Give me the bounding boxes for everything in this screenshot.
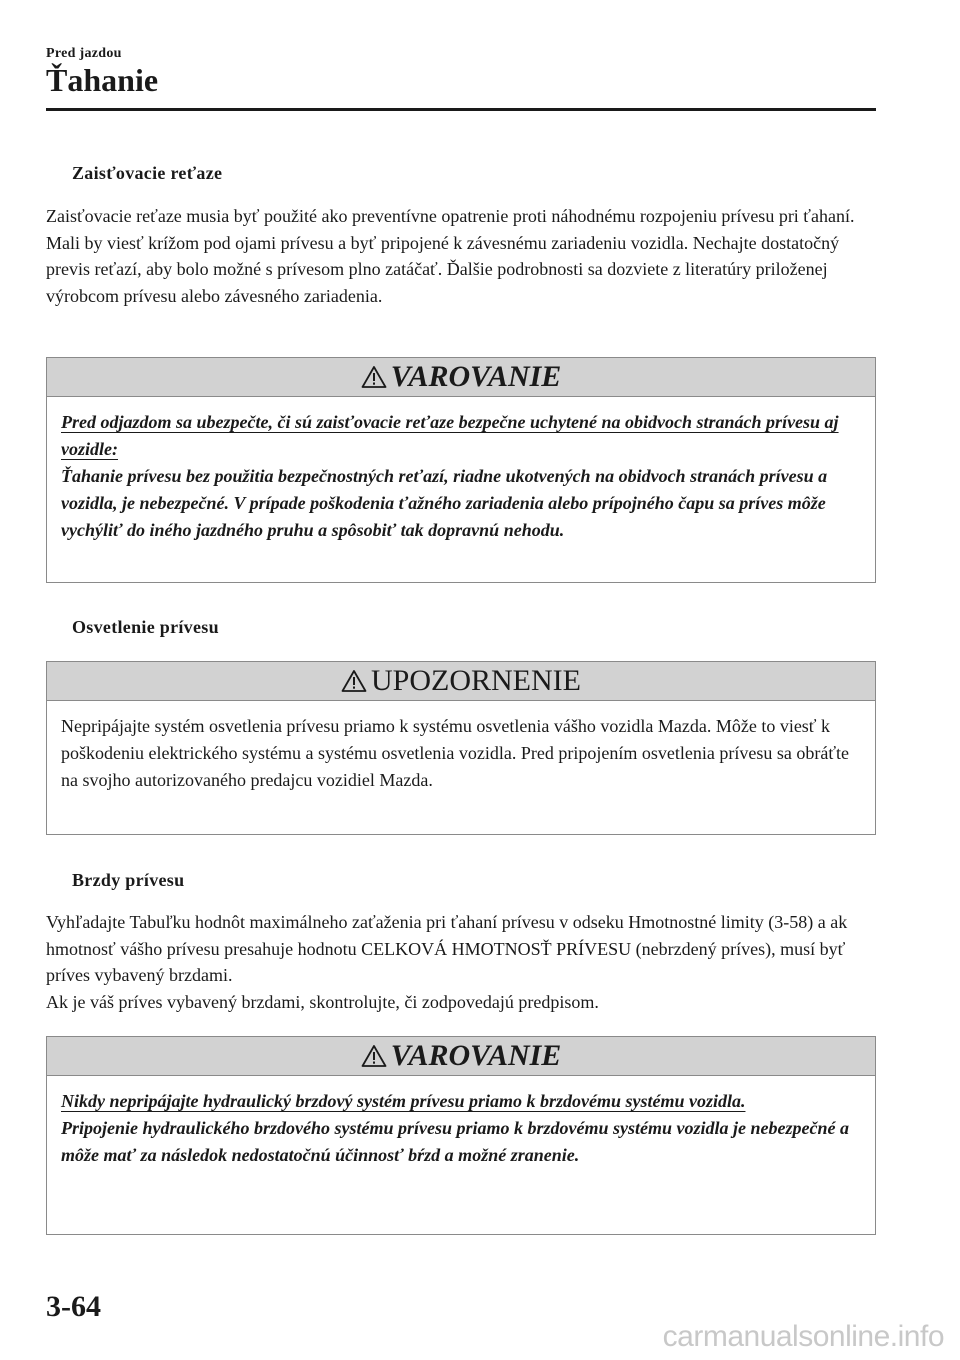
page-number: 3-64 — [46, 1290, 101, 1323]
warning-header — [47, 1037, 875, 1076]
paragraph-text: Ak je váš príves vybavený brzdami, skontrolujte, či zodpovedajú predpisom. — [46, 991, 599, 1012]
warning-triangle-icon — [361, 1044, 387, 1068]
paragraph-safety-chains — [46, 203, 876, 309]
paragraph-trailer-brakes — [46, 909, 876, 1015]
warning-box-brakes — [46, 1036, 876, 1235]
warning-header — [47, 358, 875, 397]
page-title: Ťahanie — [46, 62, 159, 98]
caution-text: Nepripájajte systém osvetlenia prívesu priamo k systému osvetlenia vášho vozidla Mazda. Môže to viesť k poškodeniu elektrického systému a systému osvetlenia vozidla. Pred pripojením osvetlenia prívesu sa obráťte na svojho autorizovaného predajcu vozidiel Mazda. — [61, 716, 850, 790]
caution-box-lights — [46, 661, 876, 835]
warning-title: VAROVANIE — [390, 360, 562, 393]
watermark: carmanualsonline.info — [662, 1320, 944, 1353]
caution-header — [47, 662, 875, 701]
warning-body — [47, 1076, 875, 1181]
header-divider — [46, 108, 876, 111]
warning-triangle-icon — [361, 365, 387, 389]
section-label: Pred jazdou — [46, 46, 122, 61]
warning-lead: Pred odjazdom sa ubezpečte, či sú zaisťovacie reťaze bezpečne uchytené na obidvoch stranách prívesu aj vozidle: — [61, 412, 839, 459]
warning-title: VAROVANIE — [390, 1039, 562, 1072]
caution-body — [47, 701, 875, 806]
caution-title: UPOZORNENIE — [371, 664, 581, 697]
warning-text: Pripojenie hydraulického brzdového systému prívesu priamo k brzdovému systému vozidla je nebezpečné a môže mať za následok nedostatočnú účinnosť bŕzd a možné zranenie. — [61, 1118, 849, 1165]
paragraph-text: Zaisťovacie reťaze musia byť použité ako preventívne opatrenie proti náhodnému rozpojeniu prívesu pri ťahaní. Mali by viesť krížom pod ojami prívesu a byť pripojené k závesnému zariadeniu vozidla. Nechajte dostatočný previs reťazí, aby bolo možné s prívesom plno zatáčať. Ďalšie podrobnosti sa dozviete z literatúry priloženej výrobcom prívesu alebo závesného zariadenia. — [46, 206, 855, 306]
warning-body — [47, 397, 875, 556]
warning-text: Ťahanie prívesu bez použitia bezpečnostných reťazí, riadne ukotvených na obidvoch stranách prívesu a vozidla, je nebezpečné. V prípade poškodenia ťažného zariadenia alebo prípojného čapu sa príves môže vychýliť do iného jazdného pruhu a spôsobiť tak dopravnú nehodu. — [61, 466, 828, 540]
heading-safety-chains: Zaisťovacie reťaze — [72, 163, 223, 183]
warning-triangle-icon — [341, 669, 367, 693]
heading-trailer-brakes: Brzdy prívesu — [72, 870, 185, 890]
warning-lead: Nikdy nepripájajte hydraulický brzdový systém prívesu priamo k brzdovému systému vozidla. — [61, 1091, 746, 1111]
heading-trailer-lights: Osvetlenie prívesu — [72, 617, 219, 637]
paragraph-text: Vyhľadajte Tabuľku hodnôt maximálneho zaťaženia pri ťahaní prívesu v odseku Hmotnostné limity (3-58) a ak hmotnosť vášho prívesu presahuje hodnotu CELKOVÁ HMOTNOSŤ PRÍVESU (nebrzdený príves), musí byť príves vybavený brzdami. — [46, 912, 848, 985]
warning-box-chains — [46, 357, 876, 583]
